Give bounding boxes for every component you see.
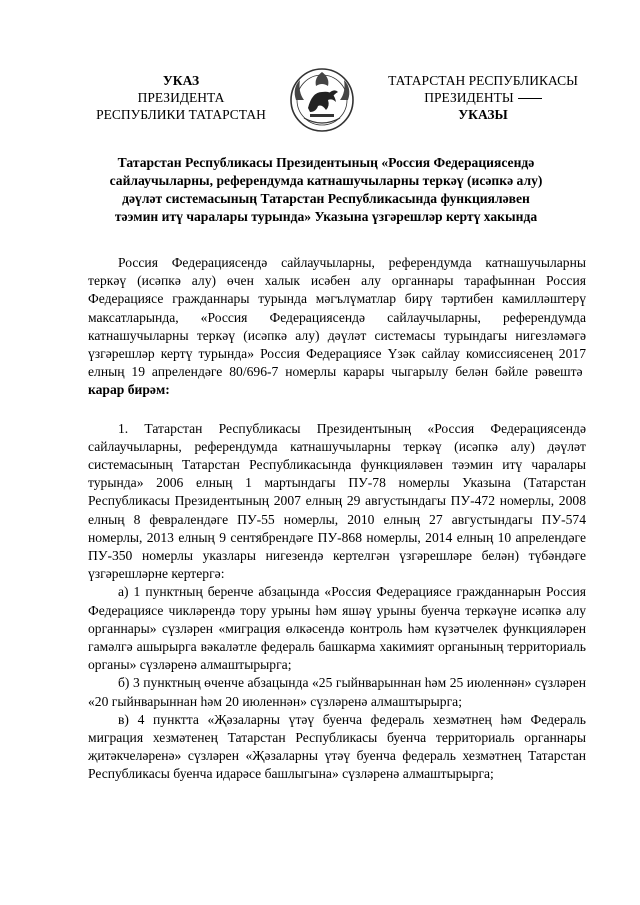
item-a-paragraph: а) 1 пунктның беренче абзацында «Россия Федерациясе гражданнарын Россия Федерациясе чикләрендә тору урыны һәм яшәү урыны буенча теркәүне исәпкә алу органнары» сүзләрен «миграция өлкәсендә контроль һәм күзәтчелек функцияләрен гамәлгә ашырырга вәкаләтле федераль башкарма хакимият органының территориаль органы» сүзләренә алмаштырырга; — [88, 584, 586, 673]
header-left-line3: РЕСПУБЛИКИ ТАТАРСТАН — [96, 107, 266, 122]
document-body — [88, 254, 586, 784]
item-b-paragraph: б) 3 пунктның өченче абзацында «25 гыйнварыннан һәм 25 июленнән» сүзләрен «20 гыйнварыннан һәм 20 июленнән» сүзләренә алмаштырырга; — [88, 675, 586, 709]
header-right — [372, 72, 594, 123]
item-v-paragraph: в) 4 пунктта «Җәзаларны үтәү буенча федераль хезмәтнең һәм Федераль миграция хезмәтенең Татарстан Республикасы буенча территориаль органнары җитәкчеләренә» сүзләрен «Җәзаларны үтәү буенча федераль хезмәтнең Татарстан Республикасы буенча идарәсе башлыгына» сүзләренә алмаштырырга; — [88, 711, 586, 782]
preamble-text: Россия Федерациясендә сайлаучыларны, референдумда катнашучыларны теркәү (исәпкә алу) өчен халык исәбен алу органнары тарафыннан Россия Федерациясе гражданнары турында мәгълүматлар бирү тәртибен камилләштерү максатларында, «Россия Федерациясендә сайлаучыларны, референдумда катнашучыларны теркәү (исәпкә алу) дәүләт системасы турындагы нигезләмәгә үзгәрешләр кертү турында» Россия Федерациясе Үзәк сайлау комиссиясенең 2017 елның 19 апрелендәге 80/696-7 номерлы карары чыгарылу белән бәйле рәвештә — [88, 255, 586, 380]
header-right-line1: ТАТАРСТАН РЕСПУБЛИКАСЫ — [388, 73, 578, 88]
decision-text: карар бирәм: — [88, 382, 170, 398]
item-1-paragraph: 1. Татарстан Республикасы Президентының «Россия Федерациясендә сайлаучыларны, референдумда катнашучыларны теркәү (исәпкә алу) дәүләт системасының Татарстан Республикасында функцияләвен тәэмин итү чаралары турында» 2006 елның 1 мартындагы ПУ-78 номерлы Указына (Татарстан Республикасы Президентының 2007 елның 29 августындагы ПУ-472 номерлы, 2008 елның 8 февралендәге ПУ-55 номерлы, 2010 елның 27 августындагы ПУ-574 номерлы, 2013 елның 9 сентябрендәге ПУ-868 номерлы, 2014 елның 10 апрелендәге ПУ-350 номерлы указлары нигезендә кертелгән үзгәрешләре белән) түбәндәге үзгәрешләрне кертергә: — [88, 420, 586, 582]
header-left — [86, 72, 276, 123]
document-title: Татарстан Республикасы Президентының «Россия Федерациясендә сайлаучыларны, референдумда катнашучыларны теркәү (исәпкә алу) дәүләт системасының Татарстан Республикасында функцияләвен тәэмин итү чаралары турында» Указына үзгәрешләр кертү хакында — [109, 155, 543, 224]
tatarstan-emblem-icon — [288, 66, 356, 134]
header-right-line2-row — [372, 89, 594, 106]
header-right-line2: ПРЕЗИДЕНТЫ — [424, 90, 514, 105]
preamble-paragraph — [88, 254, 586, 400]
dash-decoration — [518, 98, 542, 99]
header-right-line3: УКАЗЫ — [458, 107, 508, 122]
header-left-line1: УКАЗ — [162, 73, 200, 88]
header-left-line2: ПРЕЗИДЕНТА — [137, 90, 225, 105]
